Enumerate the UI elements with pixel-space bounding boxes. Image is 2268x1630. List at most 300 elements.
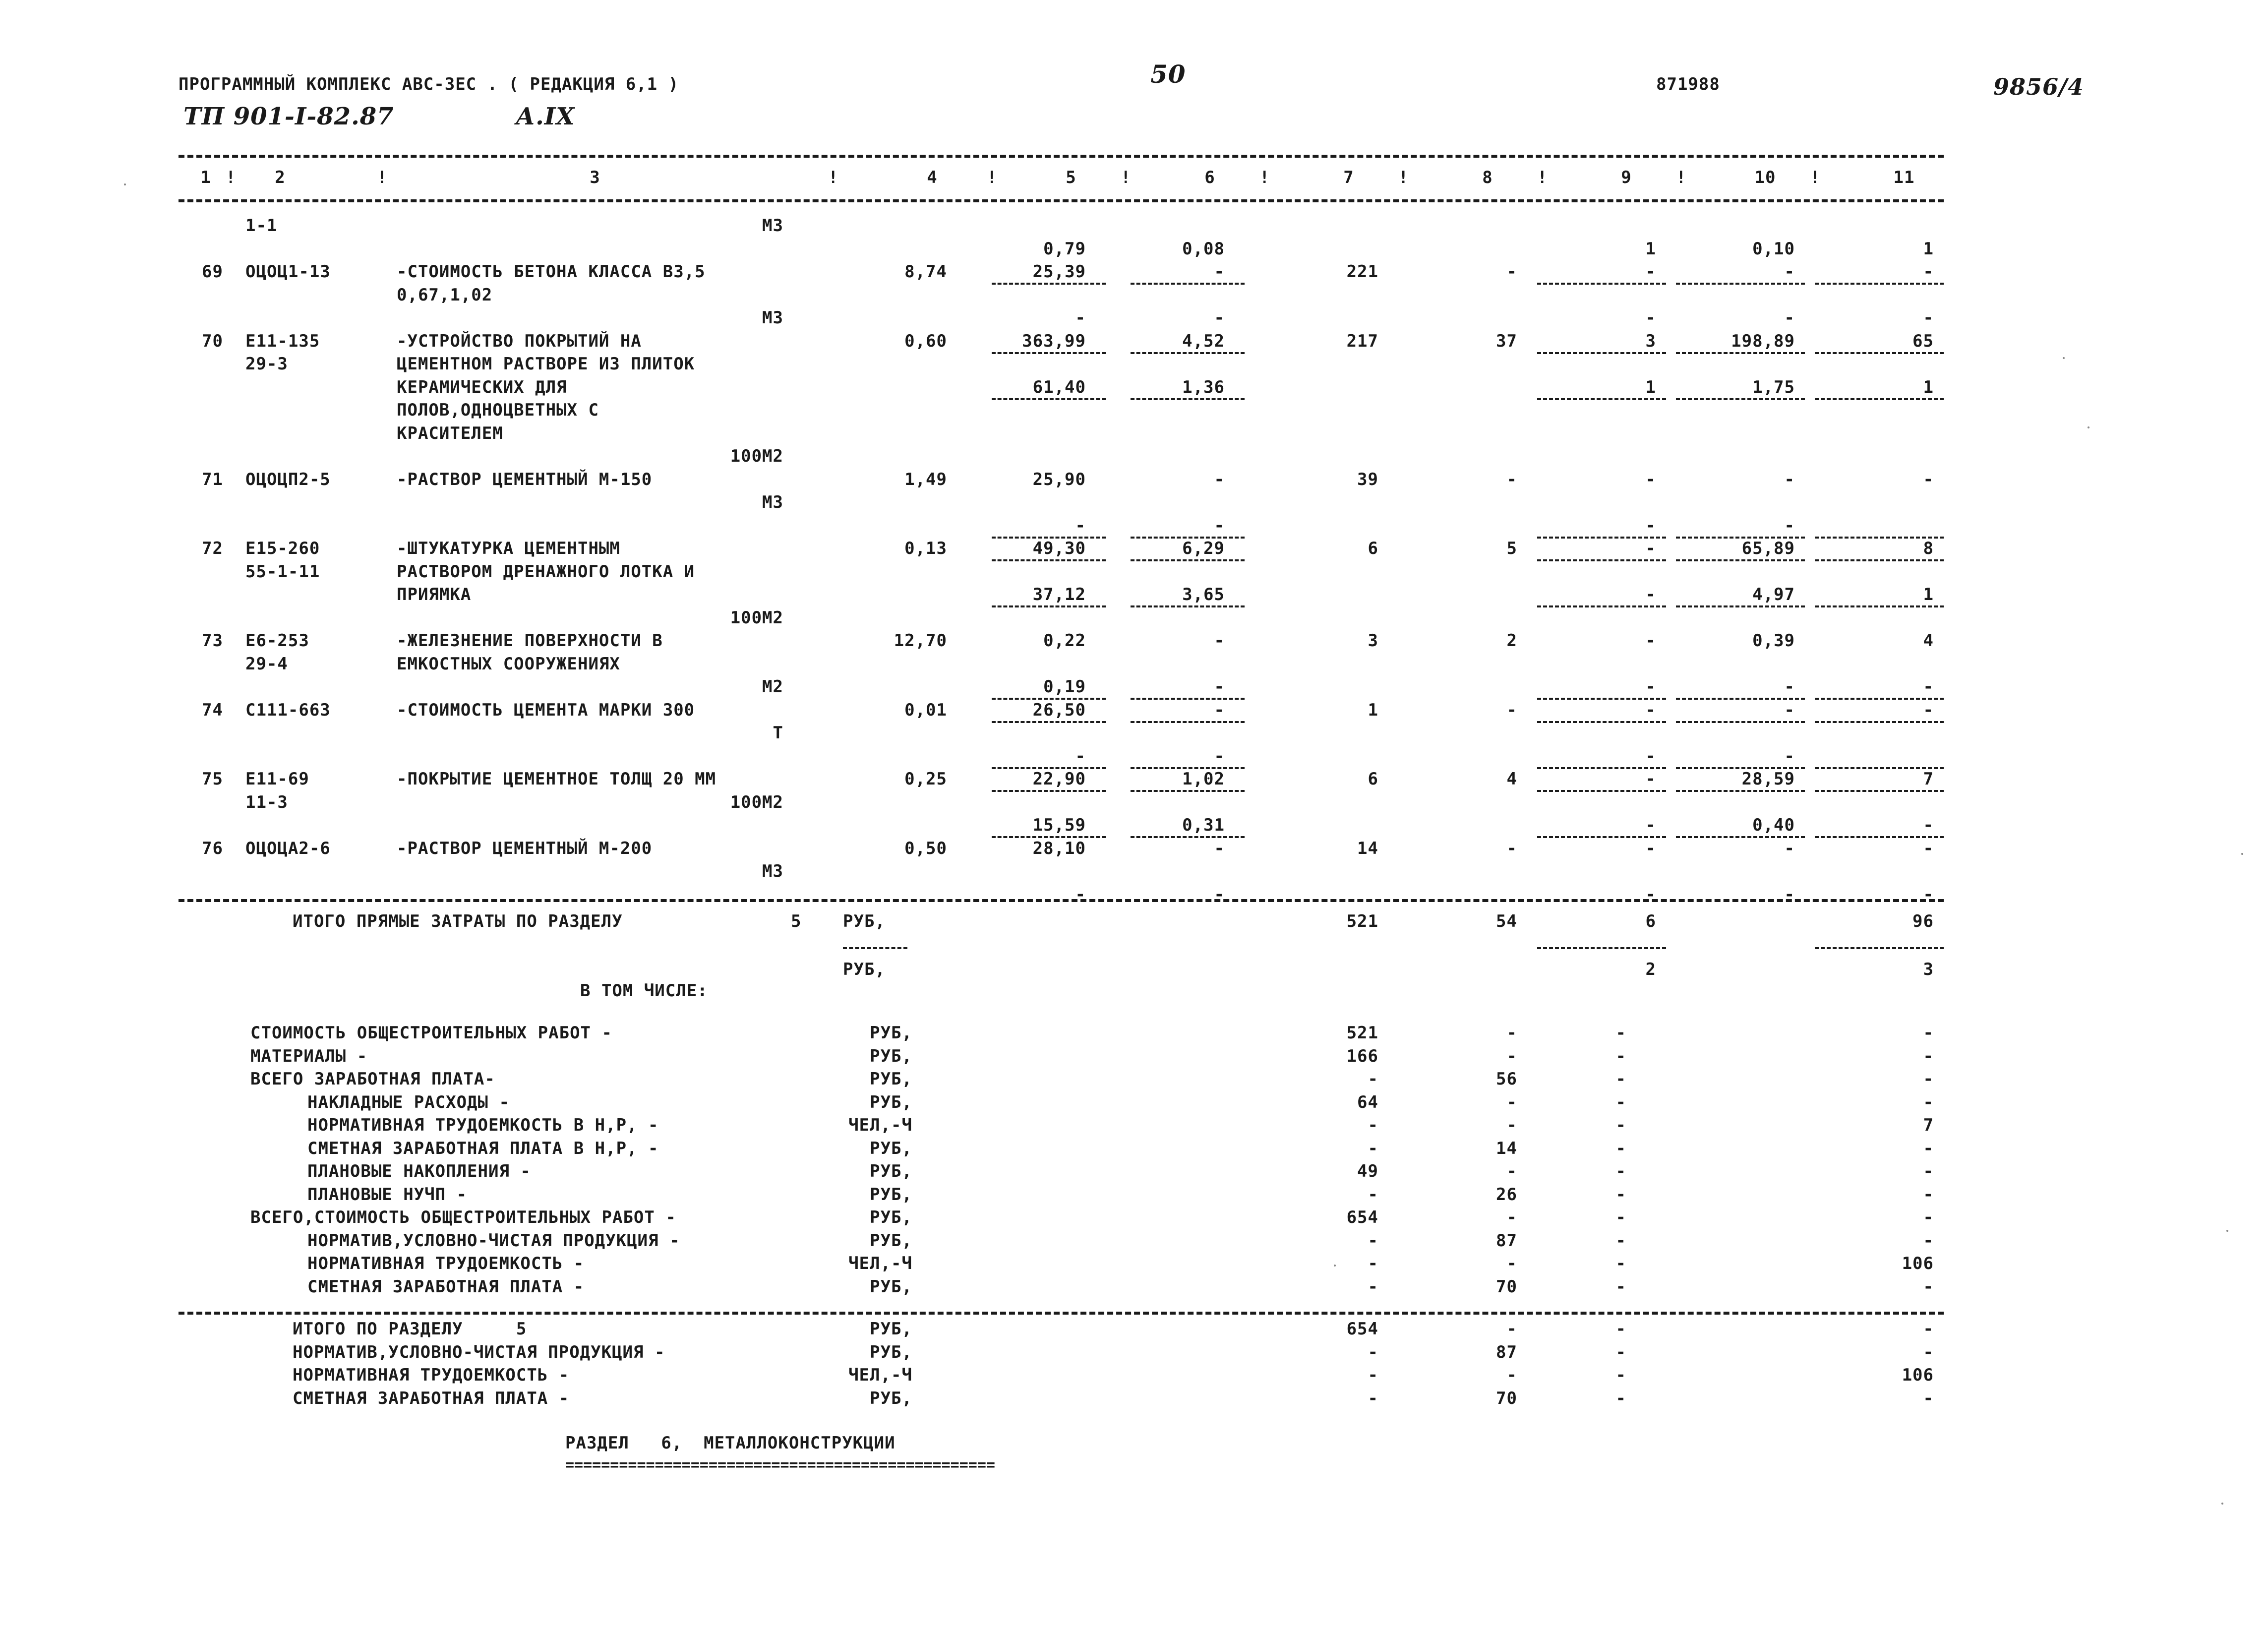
column-separator: ! (828, 168, 839, 187)
breakdown-col9: - (1615, 1139, 1626, 1158)
row-col-5: 28,10 (1032, 839, 1086, 858)
breakdown-label: СТОИМОСТЬ ОБЩЕСТРОИТЕЛЬНЫХ РАБОТ - (250, 1023, 612, 1043)
breakdown-col9: - (1615, 1254, 1626, 1273)
row-col-4: 12,70 (894, 631, 947, 651)
breakdown-col8: - (1506, 1207, 1517, 1227)
column-header-1: 1 (200, 168, 211, 187)
breakdown-col9: - (1615, 1023, 1626, 1043)
row-col-7: 6 (1368, 769, 1378, 789)
row-col-6: 1,02 (1182, 769, 1225, 789)
row-col-4: 0,01 (904, 700, 947, 720)
breakdown-col9: - (1615, 1092, 1626, 1112)
breakdown-col11: - (1923, 1092, 1934, 1112)
totals-col11-rule (1815, 947, 1944, 949)
column-separator: ! (1259, 168, 1270, 187)
breakdown-col7: - (1368, 1254, 1378, 1273)
row-col-5: 61,40 (1032, 377, 1086, 397)
row-col-9: 3 (1645, 331, 1656, 351)
section-total-col8: - (1506, 1365, 1517, 1385)
fraction-rule (992, 790, 1106, 792)
row-number: 74 (202, 700, 223, 720)
row-col-10: 198,89 (1731, 331, 1795, 351)
fraction-rule (1131, 698, 1245, 700)
row-description: КРАСИТЕЛЕМ (397, 423, 503, 443)
fraction-rule (1815, 283, 1944, 285)
fraction-rule (1815, 790, 1944, 792)
section-total-col8: 87 (1496, 1342, 1517, 1362)
section-total-col8: - (1506, 1319, 1517, 1339)
totals-col9-top: 6 (1645, 911, 1656, 931)
row-col-7: 1 (1368, 700, 1378, 720)
header-rule-bottom (179, 199, 1944, 202)
row-code: Е11-69 (245, 769, 309, 789)
section-total-label: ИТОГО ПО РАЗДЕЛУ 5 (293, 1319, 527, 1339)
fraction-rule (1131, 398, 1245, 400)
row-col-9: - (1645, 839, 1656, 858)
column-header-10: 10 (1754, 168, 1776, 187)
totals-unit-rule (843, 947, 907, 949)
column-separator: ! (1398, 168, 1409, 187)
row-col-5: 363,99 (1022, 331, 1086, 351)
row-col-9: - (1645, 585, 1656, 604)
scan-speck (2063, 357, 2065, 359)
fraction-rule (1676, 605, 1805, 607)
breakdown-label: СМЕТНАЯ ЗАРАБОТНАЯ ПЛАТА В Н,Р, - (307, 1139, 659, 1158)
breakdown-col11: - (1923, 1231, 1934, 1251)
row-unit: М2 (762, 677, 783, 697)
header-rule-top (179, 155, 1944, 158)
breakdown-unit: ЧЕЛ,-Ч (848, 1254, 912, 1273)
row-col-9: - (1645, 746, 1656, 766)
row-code: ОЦОЦ1-13 (245, 262, 331, 282)
fraction-rule (1537, 836, 1666, 838)
row-unit: М3 (762, 492, 783, 512)
row-description: -ЖЕЛЕЗНЕНИЕ ПОВЕРХНОСТИ В (397, 631, 663, 651)
fraction-rule (1537, 537, 1666, 539)
row-col-4: 1,49 (904, 470, 947, 489)
breakdown-col7: - (1368, 1231, 1378, 1251)
row-description: 0,67,1,02 (397, 285, 493, 305)
row-number: 75 (202, 769, 223, 789)
row-col-10: 0,40 (1752, 815, 1795, 835)
row-description: ПРИЯМКА (397, 585, 472, 604)
fraction-rule (1537, 559, 1666, 561)
row-col-10: - (1784, 470, 1795, 489)
row-col-6: 4,52 (1182, 331, 1225, 351)
row-col-5: 0,22 (1043, 631, 1086, 651)
fraction-rule (1537, 605, 1666, 607)
fraction-rule (1131, 537, 1245, 539)
section-total-unit: РУБ, (870, 1389, 912, 1408)
document-code: 871988 (1656, 74, 1720, 94)
fraction-rule (1815, 352, 1944, 354)
section-total-col7: - (1368, 1342, 1378, 1362)
row-col-9: - (1645, 262, 1656, 282)
row-number: 76 (202, 839, 223, 858)
row-col-8: - (1506, 839, 1517, 858)
breakdown-col7: - (1368, 1277, 1378, 1297)
fraction-rule (992, 767, 1106, 769)
breakdown-col8: 56 (1496, 1069, 1517, 1089)
breakdown-col11: 106 (1902, 1254, 1934, 1273)
row-col-9: 1 (1645, 239, 1656, 259)
breakdown-unit: РУБ, (870, 1069, 912, 1089)
fraction-rule (1676, 559, 1805, 561)
fraction-rule (992, 398, 1106, 400)
row-col-8: - (1506, 700, 1517, 720)
row-description: -ПОКРЫТИЕ ЦЕМЕНТНОЕ ТОЛЩ 20 ММ (397, 769, 716, 789)
row-description: РАСТВОРОМ ДРЕНАЖНОГО ЛОТКА И (397, 562, 695, 582)
row-code: ОЦОЦП2-5 (245, 470, 331, 489)
row-unit: М3 (762, 216, 783, 236)
column-separator: ! (1810, 168, 1821, 187)
row-col-4: 0,25 (904, 769, 947, 789)
breakdown-col11: - (1923, 1207, 1934, 1227)
row-code: 11-3 (245, 792, 288, 812)
row-description: -ШТУКАТУРКА ЦЕМЕНТНЫМ (397, 539, 620, 558)
fraction-rule (992, 352, 1106, 354)
row-code: Е11-135 (245, 331, 320, 351)
breakdown-unit: РУБ, (870, 1023, 912, 1043)
row-col-8: 37 (1496, 331, 1517, 351)
row-col-6: - (1214, 631, 1225, 651)
column-separator: ! (377, 168, 388, 187)
row-col-11: 1 (1923, 377, 1934, 397)
row-code: Е6-253 (245, 631, 309, 651)
fraction-rule (1537, 698, 1666, 700)
section-total-col11: - (1923, 1342, 1934, 1362)
breakdown-col11: - (1923, 1069, 1934, 1089)
row-col-8: 4 (1506, 769, 1517, 789)
section-total-label: НОРМАТИВНАЯ ТРУДОЕМКОСТЬ - (293, 1365, 570, 1385)
scan-speck (2221, 1503, 2223, 1505)
section-total-col7: - (1368, 1389, 1378, 1408)
breakdown-label: ВСЕГО ЗАРАБОТНАЯ ПЛАТА- (250, 1069, 495, 1089)
row-col-9: - (1645, 885, 1656, 905)
corner-note: 9856/4 (1993, 73, 2084, 100)
page-number: 50 (1150, 60, 1186, 89)
row-col-9: - (1645, 631, 1656, 651)
row-unit: 100М2 (730, 446, 783, 466)
breakdown-col8: 14 (1496, 1139, 1517, 1158)
fraction-rule (1131, 559, 1245, 561)
row-col-10: 65,89 (1741, 539, 1795, 558)
row-col-5: - (1075, 746, 1086, 766)
row-col-8: - (1506, 262, 1517, 282)
row-col-6: - (1214, 262, 1225, 282)
row-col-9: - (1645, 700, 1656, 720)
breakdown-unit: РУБ, (870, 1277, 912, 1297)
fraction-rule (1815, 721, 1944, 723)
breakdown-col9: - (1615, 1046, 1626, 1066)
row-description: -УСТРОЙСТВО ПОКРЫТИЙ НА (397, 331, 642, 351)
row-col-6: 0,31 (1182, 815, 1225, 835)
breakdown-unit: РУБ, (870, 1185, 912, 1205)
breakdown-col8: 87 (1496, 1231, 1517, 1251)
fraction-rule (1676, 721, 1805, 723)
row-col-11: 7 (1923, 769, 1934, 789)
row-col-4: 0,60 (904, 331, 947, 351)
column-separator: ! (226, 168, 237, 187)
section-total-col7: - (1368, 1365, 1378, 1385)
row-col-8: - (1506, 470, 1517, 489)
row-col-10: - (1784, 839, 1795, 858)
scan-speck (1334, 1265, 1336, 1267)
fraction-rule (1537, 352, 1666, 354)
breakdown-col11: - (1923, 1185, 1934, 1205)
breakdown-unit: РУБ, (870, 1046, 912, 1066)
breakdown-col11: - (1923, 1139, 1934, 1158)
row-col-11: - (1923, 815, 1934, 835)
totals-col8: 54 (1496, 911, 1517, 931)
fraction-rule (1676, 698, 1805, 700)
fraction-rule (1131, 352, 1245, 354)
fraction-rule (1537, 283, 1666, 285)
section-total-label: НОРМАТИВ,УСЛОВНО-ЧИСТАЯ ПРОДУКЦИЯ - (293, 1342, 665, 1362)
row-col-5: 25,39 (1032, 262, 1086, 282)
fraction-rule (1815, 537, 1944, 539)
row-col-7: 14 (1357, 839, 1378, 858)
scan-speck (2241, 853, 2243, 855)
album-number: А.IX (516, 103, 575, 130)
fraction-rule (1537, 767, 1666, 769)
row-col-9: - (1645, 539, 1656, 558)
totals-section: 5 (791, 911, 802, 931)
fraction-rule (1815, 559, 1944, 561)
row-col-11: - (1923, 700, 1934, 720)
row-col-10: 4,97 (1752, 585, 1795, 604)
breakdown-col9: - (1615, 1207, 1626, 1227)
row-col-7: 6 (1368, 539, 1378, 558)
row-unit: М3 (762, 308, 783, 328)
scan-speck (124, 183, 126, 185)
row-col-7: 217 (1346, 331, 1378, 351)
row-unit: М3 (762, 861, 783, 881)
breakdown-col11: - (1923, 1046, 1934, 1066)
row-col-11: - (1923, 308, 1934, 328)
row-col-10: - (1784, 308, 1795, 328)
fraction-rule (1131, 836, 1245, 838)
row-col-6: - (1214, 700, 1225, 720)
row-unit: 100М2 (730, 792, 783, 812)
fraction-rule (1537, 398, 1666, 400)
row-col-5: 26,50 (1032, 700, 1086, 720)
section-total-col8: 70 (1496, 1389, 1517, 1408)
row-col-4: 8,74 (904, 262, 947, 282)
breakdown-col8: - (1506, 1115, 1517, 1135)
breakdown-col11: - (1923, 1161, 1934, 1181)
row-col-8: 5 (1506, 539, 1517, 558)
breakdown-unit: РУБ, (870, 1092, 912, 1112)
row-col-11: - (1923, 262, 1934, 282)
next-section-title: РАЗДЕЛ 6, МЕТАЛЛОКОНСТРУКЦИИ (565, 1433, 895, 1453)
totals-unit-1: РУБ, (843, 911, 886, 931)
totals-col9-bottom: 2 (1645, 960, 1656, 979)
breakdown-col8: - (1506, 1023, 1517, 1043)
row-col-5: - (1075, 885, 1086, 905)
breakdown-label: ПЛАНОВЫЕ НУЧП - (307, 1185, 468, 1205)
totals-unit-2: РУБ, (843, 960, 886, 979)
row-description: -СТОИМОСТЬ ЦЕМЕНТА МАРКИ 300 (397, 700, 695, 720)
row-col-5: 22,90 (1032, 769, 1086, 789)
fraction-rule (1537, 790, 1666, 792)
totals-col9-rule (1537, 947, 1666, 949)
row-number: 70 (202, 331, 223, 351)
row-number: 69 (202, 262, 223, 282)
row-col-4: 0,50 (904, 839, 947, 858)
row-col-5: 0,79 (1043, 239, 1086, 259)
row-col-11: 4 (1923, 631, 1934, 651)
section-total-unit: РУБ, (870, 1319, 912, 1339)
fraction-rule (1537, 721, 1666, 723)
row-col-5: - (1075, 516, 1086, 536)
column-header-3: 3 (590, 168, 600, 187)
row-description: ПОЛОВ,ОДНОЦВЕТНЫХ С (397, 400, 599, 420)
breakdown-col7: - (1368, 1139, 1378, 1158)
section-total-col11: - (1923, 1389, 1934, 1408)
breakdown-label: НОРМАТИВ,УСЛОВНО-ЧИСТАЯ ПРОДУКЦИЯ - (307, 1231, 680, 1251)
row-number: 71 (202, 470, 223, 489)
row-code: 29-3 (245, 354, 288, 374)
column-separator: ! (1121, 168, 1132, 187)
breakdown-unit: РУБ, (870, 1207, 912, 1227)
fraction-rule (992, 283, 1106, 285)
row-col-9: - (1645, 815, 1656, 835)
fraction-rule (1815, 698, 1944, 700)
row-col-6: - (1214, 885, 1225, 905)
breakdown-col7: 64 (1357, 1092, 1378, 1112)
row-col-8: 2 (1506, 631, 1517, 651)
column-header-5: 5 (1066, 168, 1076, 187)
row-col-4: 0,13 (904, 539, 947, 558)
breakdown-col9: - (1615, 1185, 1626, 1205)
row-col-10: - (1784, 700, 1795, 720)
row-code: 1-1 (245, 216, 278, 236)
row-col-11: - (1923, 839, 1934, 858)
section-total-unit: ЧЕЛ,-Ч (848, 1365, 912, 1385)
section-total-col9: - (1615, 1389, 1626, 1408)
row-col-7: 39 (1357, 470, 1378, 489)
row-code: ОЦОЦА2-6 (245, 839, 331, 858)
breakdown-label: ВСЕГО,СТОИМОСТЬ ОБЩЕСТРОИТЕЛЬНЫХ РАБОТ - (250, 1207, 676, 1227)
scan-speck (2226, 1230, 2228, 1232)
row-description: КЕРАМИЧЕСКИХ ДЛЯ (397, 377, 567, 397)
row-col-6: - (1214, 516, 1225, 536)
column-separator: ! (1676, 168, 1687, 187)
row-col-9: - (1645, 516, 1656, 536)
row-col-6: - (1214, 308, 1225, 328)
column-header-4: 4 (927, 168, 938, 187)
breakdown-col7: 521 (1346, 1023, 1378, 1043)
row-col-5: 49,30 (1032, 539, 1086, 558)
totals-col11-bottom: 3 (1923, 960, 1934, 979)
breakdown-col9: - (1615, 1115, 1626, 1135)
row-col-11: 1 (1923, 239, 1934, 259)
row-description: -РАСТВОР ЦЕМЕНТНЫЙ М-150 (397, 470, 653, 489)
row-unit: Т (773, 723, 783, 743)
section-total-col9: - (1615, 1365, 1626, 1385)
row-col-9: - (1645, 677, 1656, 697)
breakdown-col8: - (1506, 1092, 1517, 1112)
breakdown-col9: - (1615, 1069, 1626, 1089)
row-col-11: 65 (1912, 331, 1934, 351)
breakdown-unit: РУБ, (870, 1139, 912, 1158)
breakdown-col7: 49 (1357, 1161, 1378, 1181)
row-col-9: 1 (1645, 377, 1656, 397)
breakdown-label: МАТЕРИАЛЫ - (250, 1046, 368, 1066)
row-col-11: - (1923, 885, 1934, 905)
breakdown-col7: 654 (1346, 1207, 1378, 1227)
inclusive-label: В ТОМ ЧИСЛЕ: (580, 981, 708, 1001)
breakdown-col9: - (1615, 1277, 1626, 1297)
fraction-rule (1676, 767, 1805, 769)
fraction-rule (1676, 283, 1805, 285)
breakdown-col11: - (1923, 1277, 1934, 1297)
breakdown-col8: 26 (1496, 1185, 1517, 1205)
column-header-11: 11 (1893, 168, 1915, 187)
breakdown-label: НОРМАТИВНАЯ ТРУДОЕМКОСТЬ В Н,Р, - (307, 1115, 659, 1135)
column-separator: ! (987, 168, 998, 187)
row-description: ЕМКОСТНЫХ СООРУЖЕНИЯХ (397, 654, 620, 674)
row-col-6: - (1214, 746, 1225, 766)
row-description: -СТОИМОСТЬ БЕТОНА КЛАССА В3,5 (397, 262, 706, 282)
fraction-rule (1676, 836, 1805, 838)
row-col-6: 6,29 (1182, 539, 1225, 558)
row-col-11: - (1923, 677, 1934, 697)
fraction-rule (1676, 790, 1805, 792)
row-col-10: - (1784, 516, 1795, 536)
row-col-10: 0,39 (1752, 631, 1795, 651)
fraction-rule (1815, 767, 1944, 769)
breakdown-col8: - (1506, 1161, 1517, 1181)
row-description: -РАСТВОР ЦЕМЕНТНЫЙ М-200 (397, 839, 653, 858)
fraction-rule (992, 698, 1106, 700)
row-col-7: 221 (1346, 262, 1378, 282)
program-title: ПРОГРАММНЫЙ КОМПЛЕКС АВС-ЗЕС . ( РЕДАКЦИЯ 6,1 ) (179, 74, 679, 94)
column-header-8: 8 (1482, 168, 1493, 187)
row-code: С111-663 (245, 700, 331, 720)
row-col-9: - (1645, 470, 1656, 489)
fraction-rule (1131, 283, 1245, 285)
breakdown-col7: - (1368, 1069, 1378, 1089)
row-unit: 100М2 (730, 608, 783, 628)
breakdown-col8: - (1506, 1254, 1517, 1273)
row-number: 72 (202, 539, 223, 558)
totals-col7: 521 (1346, 911, 1378, 931)
breakdown-label: НАКЛАДНЫЕ РАСХОДЫ - (307, 1092, 510, 1112)
breakdown-col7: 166 (1346, 1046, 1378, 1066)
fraction-rule (992, 537, 1106, 539)
column-header-2: 2 (275, 168, 286, 187)
fraction-rule (1131, 605, 1245, 607)
breakdown-col8: - (1506, 1046, 1517, 1066)
row-col-10: 1,75 (1752, 377, 1795, 397)
fraction-rule (1815, 836, 1944, 838)
breakdown-col11: 7 (1923, 1115, 1934, 1135)
row-col-6: 3,65 (1182, 585, 1225, 604)
section-total-rule (179, 1312, 1944, 1315)
breakdown-unit: РУБ, (870, 1231, 912, 1251)
row-col-9: - (1645, 308, 1656, 328)
breakdown-label: СМЕТНАЯ ЗАРАБОТНАЯ ПЛАТА - (307, 1277, 585, 1297)
section-total-col9: - (1615, 1319, 1626, 1339)
section-total-col9: - (1615, 1342, 1626, 1362)
row-col-6: - (1214, 677, 1225, 697)
column-header-9: 9 (1621, 168, 1632, 187)
totals-col11-top: 96 (1912, 911, 1934, 931)
breakdown-col8: 70 (1496, 1277, 1517, 1297)
fraction-rule (1676, 398, 1805, 400)
